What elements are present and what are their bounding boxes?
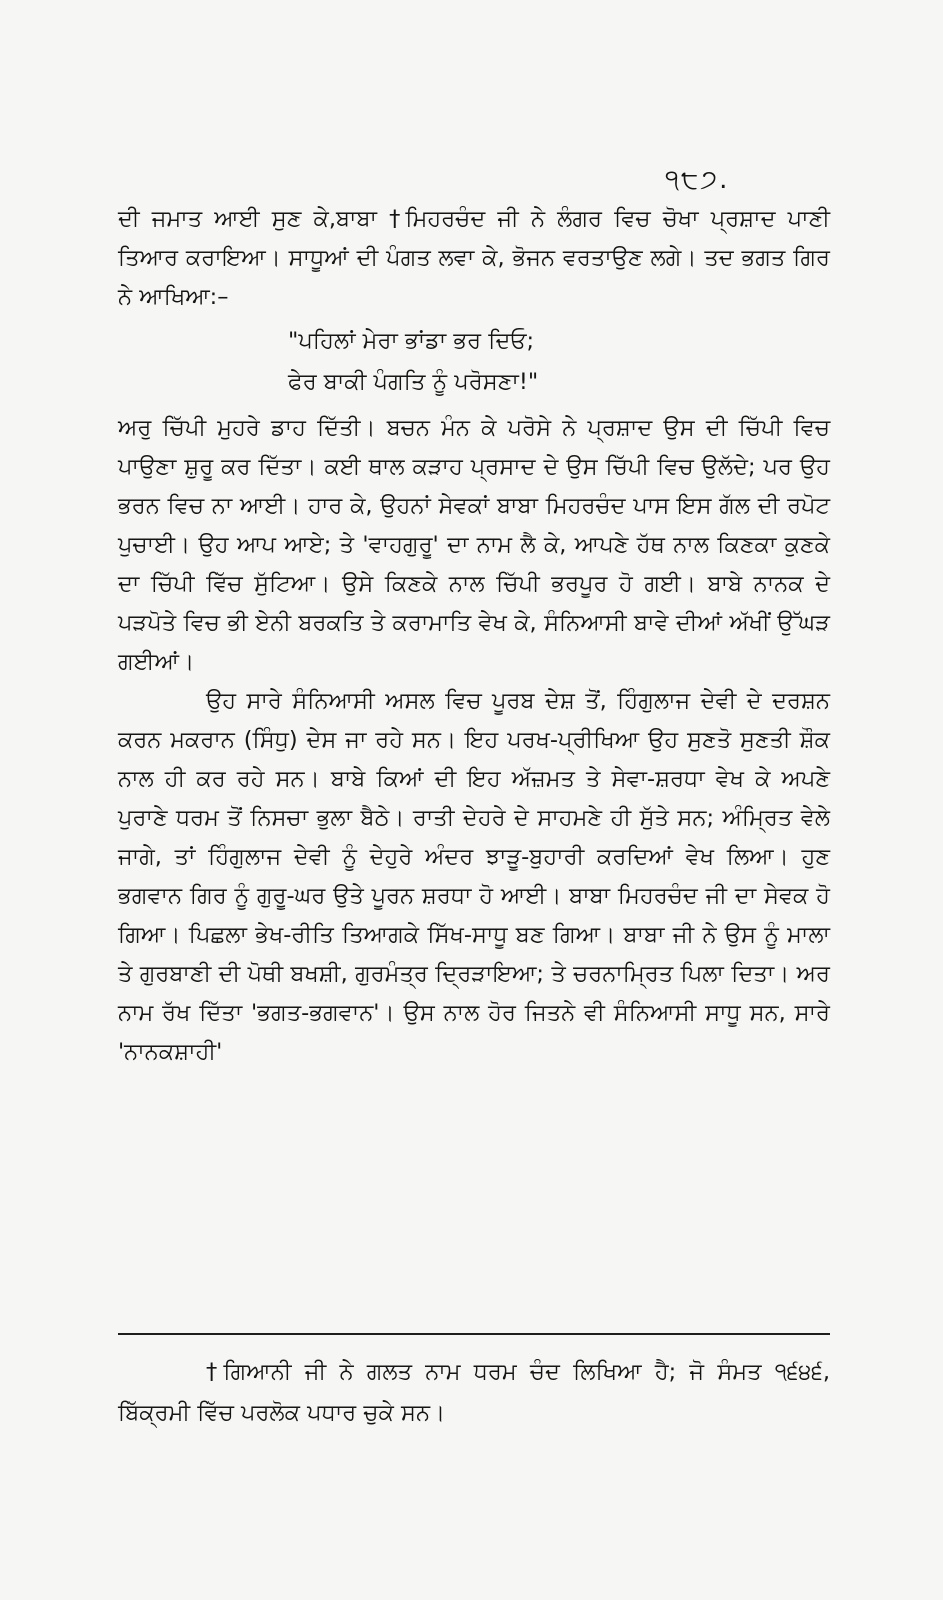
paragraph-1: ਦੀ ਜਮਾਤ ਆਈ ਸੁਣ ਕੇ,ਬਾਬਾ †ਮਿਹਰਚੰਦ ਜੀ ਨੇ ਲੰਗਰ ਵਿਚ ਚੋਖਾ ਪ੍ਰਸ਼ਾਦ ਪਾਣੀ ਤਿਆਰ ਕਰਾਇਆ। ਸਾਧੂਆਂ ਦੀ ਪੰਗਤ ਲਵਾ ਕੇ, ਭੋਜਨ ਵਰਤਾਉਣ ਲਗੇ। ਤਦ ਭਗਤ ਗਿਰ ਨੇ ਆਖਿਆ:– <box>118 206 830 310</box>
quoted-verse <box>118 321 830 403</box>
quote-line-2: ਫੇਰ ਬਾਕੀ ਪੰਗਤਿ ਨੂੰ ਪਰੋਸਣਾ!" <box>288 369 539 395</box>
body-text <box>118 200 830 1072</box>
paragraph-2: ਅਰੁ ਚਿੱਪੀ ਮੁਹਰੇ ਡਾਹ ਦਿੱਤੀ। ਬਚਨ ਮੰਨ ਕੇ ਪਰੋਸੇ ਨੇ ਪ੍ਰਸ਼ਾਦ ਉਸ ਦੀ ਚਿੱਪੀ ਵਿਚ ਪਾਉਣਾ ਸ਼ੁਰੂ ਕਰ ਦਿੱਤਾ। ਕਈ ਥਾਲ ਕੜਾਹ ਪ੍ਰਸਾਦ ਦੇ ਉਸ ਚਿੱਪੀ ਵਿਚ ਉਲੱਦੇ; ਪਰ ਉਹ ਭਰਨ ਵਿਚ ਨਾ ਆਈ। ਹਾਰ ਕੇ, ਉਹਨਾਂ ਸੇਵਕਾਂ ਬਾਬਾ ਮਿਹਰਚੰਦ ਪਾਸ ਇਸ ਗੱਲ ਦੀ ਰਪੋਟ ਪੁਚਾਈ। ਉਹ ਆਪ ਆਏ; ਤੇ 'ਵਾਹਗੁਰੂ' ਦਾ ਨਾਮ ਲੈ ਕੇ, ਆਪਣੇ ਹੱਥ ਨਾਲ ਕਿਣਕਾ ਕੁਣਕੇ ਦਾ ਚਿੱਪੀ ਵਿੱਚ ਸੁੱਟਿਆ। ਉਸੇ ਕਿਣਕੇ ਨਾਲ ਚਿੱਪੀ ਭਰਪੂਰ ਹੋ ਗਈ। ਬਾਬੇ ਨਾਨਕ ਦੇ ਪੜਪੋਤੇ ਵਿਚ ਭੀ ਏਨੀ ਬਰਕਤਿ ਤੇ ਕਰਾਮਾਤਿ ਵੇਖ ਕੇ, ਸੰਨਿਆਸੀ ਬਾਵੇ ਦੀਆਂ ਅੱਖੀਂ ਉੱਘੜ ਗਈਆਂ। <box>118 415 830 675</box>
footnote-text: †ਗਿਆਨੀ ਜੀ ਨੇ ਗਲਤ ਨਾਮ ਧਰਮ ਚੰਦ ਲਿਖਿਆ ਹੈ; ਜੋ ਸੰਮਤ ੧੬੪੬, ਬਿੱਕ੍ਰਮੀ ਵਿੱਚ ਪਰਲੋਕ ਪਧਾਰ ਚੁਕੇ ਸਨ। <box>118 1359 830 1426</box>
page-number: ੧੮੭. <box>665 165 730 195</box>
paragraph-3: ਉਹ ਸਾਰੇ ਸੰਨਿਆਸੀ ਅਸਲ ਵਿਚ ਪੂਰਬ ਦੇਸ਼ ਤੋਂ, ਹਿੰਗੁਲਾਜ ਦੇਵੀ ਦੇ ਦਰਸ਼ਨ ਕਰਨ ਮਕਰਾਨ (ਸਿੰਧੁ) ਦੇਸ ਜਾ ਰਹੇ ਸਨ। ਇਹ ਪਰਖ-ਪ੍ਰੀਖਿਆ ਉਹ ਸੁਣਤੋ ਸੁਣਤੀ ਸ਼ੌਕ ਨਾਲ ਹੀ ਕਰ ਰਹੇ ਸਨ। ਬਾਬੇ ਕਿਆਂ ਦੀ ਇਹ ਅੱਜ਼ਮਤ ਤੇ ਸੇਵਾ-ਸ਼ਰਧਾ ਵੇਖ ਕੇ ਅਪਣੇ ਪੁਰਾਣੇ ਧਰਮ ਤੋਂ ਨਿਸਚਾ ਭੁਲਾ ਬੈਠੇ। ਰਾਤੀ ਦੇਹਰੇ ਦੇ ਸਾਹਮਣੇ ਹੀ ਸੁੱਤੇ ਸਨ; ਅੰਮ੍ਰਿਤ ਵੇਲੇ ਜਾਗੇ, ਤਾਂ ਹਿੰਗੁਲਾਜ ਦੇਵੀ ਨੂੰ ਦੇਹੁਰੇ ਅੰਦਰ ਝਾੜੂ-ਬੁਹਾਰੀ ਕਰਦਿਆਂ ਵੇਖ ਲਿਆ। ਹੁਣ ਭਗਵਾਨ ਗਿਰ ਨੂੰ ਗੁਰੂ-ਘਰ ਉਤੇ ਪੂਰਨ ਸ਼ਰਧਾ ਹੋ ਆਈ। ਬਾਬਾ ਮਿਹਰਚੰਦ ਜੀ ਦਾ ਸੇਵਕ ਹੋ ਗਿਆ। ਪਿਛਲਾ ਭੇਖ-ਰੀਤਿ ਤਿਆਗਕੇ ਸਿੱਖ-ਸਾਧੂ ਬਣ ਗਿਆ। ਬਾਬਾ ਜੀ ਨੇ ਉਸ ਨੂੰ ਮਾਲਾ ਤੇ ਗੁਰਬਾਣੀ ਦੀ ਪੋਥੀ ਬਖਸ਼ੀ, ਗੁਰਮੰਤ੍ਰ ਦ੍ਰਿੜਾਇਆ; ਤੇ ਚਰਨਾਮ੍ਰਿਤ ਪਿਲਾ ਦਿਤਾ। ਅਰ ਨਾਮ ਰੱਖ ਦਿੱਤਾ 'ਭਗਤ-ਭਗਵਾਨ'। ਉਸ ਨਾਲ ਹੋਰ ਜਿਤਨੇ ਵੀ ਸੰਨਿਆਸੀ ਸਾਧੂ ਸਨ, ਸਾਰੇ 'ਨਾਨਕਸ਼ਾਹੀ' <box>118 688 830 1065</box>
footnote <box>118 1352 830 1434</box>
footnote-divider <box>118 1333 830 1335</box>
quote-line-1: "ਪਹਿਲਾਂ ਮੇਰਾ ਭਾਂਡਾ ਭਰ ਦਿਓ; <box>288 328 535 354</box>
